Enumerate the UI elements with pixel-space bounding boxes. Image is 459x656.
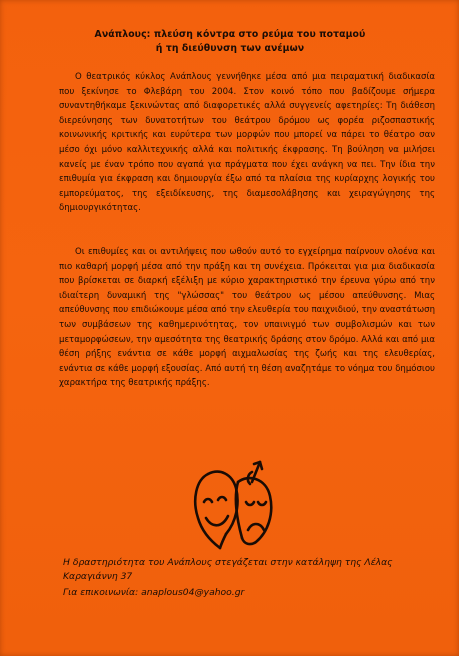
body-paragraph-2: Οι επιθυμίες και οι αντιλήψεις που ωθούν αυτό το εγχείρημα παίρνουν ολοένα και πιο καθαρή μορφή μέσα από την πράξη και τη συνέχεια. Πρόκειται για μια διαδικασία που βρίσκεται σε διαρκή εξέλιξη με κύριο χαρακτηριστικό την έρευνα γύρω από την ιδιαίτερη δυναμική της "γλώσσας" του θεάτρου ως μέσου απεύθυνσης. Μιας απεύθυνσης που επιδιώκουμε μέσα από την ελευθερία του παιχνιδιού, την αναστάτωση των συμβάσεων της καθημερινότητας, τον υπαινιγμό των συμβολισμών και των μεταμορφώσεων, την αμεσότητα της θεατρικής δράσης στον δρόμο. Αλλά και από μια θέση ρήξης ενάντια σε κάθε μορφή αιχμαλωσίας της ζωής και της ελευθερίας, ενάντια σε κάθε μορφή εξουσίας. Από αυτή τη θέση αναζητάμε το νόημα του δημόσιου χαρακτήρα της θεατρικής πράξης. [59, 247, 435, 389]
footer-venue-note: Η δραστηριότητα του Ανάπλους στεγάζεται στην κατάληψη της Λέλας Καραγιάννη 37 [63, 557, 393, 583]
footer-contact: Για επικοινωνία: anaplous04@yahoo.gr [63, 587, 245, 598]
page-subtitle: ή τη διεύθυνση των ανέμων [155, 43, 305, 54]
theatre-masks-icon [186, 460, 278, 552]
body-paragraph-1: Ο θεατρικός κύκλος Ανάπλους γεννήθηκε μέσα από μια πειραματική διαδικασία που ξεκίνησε το Φλεβάρη του 2004. Στον κοινό τόπο που βαδίζουμε σήμερα συναντηθήκαμε ξεκινώντας από διαφορετικές αλλά συγγενείς αφετηρίες: Τη διάθεση διερεύνησης των δυνατοτήτων του θεάτρου δρόμου ως φορέα ριζοσπαστικής κοινωνικής κριτικής και ευρύτερα των μορφών που μπορεί να πάρει το θέατρο σαν μέσο όχι μόνο καλλιτεχνικής αλλά και πολιτικής έκφρασης. Τη βούληση να μιλήσει κανείς με έναν τρόπο που αγαπά για πράγματα που έχει ανάγκη να πει. Την ίδια την επιθυμία για έκφραση και δημιουργία έξω από τα πλαίσια της κυρίαρχης λογικής του εμπορεύματος, της εξειδίκευσης, της διαμεσολάβησης και χειραγώγησης της δημιουργικότητας. [59, 72, 435, 214]
page-title: Ανάπλους: πλεύση κόντρα στο ρεύμα του ποταμού [94, 29, 366, 40]
